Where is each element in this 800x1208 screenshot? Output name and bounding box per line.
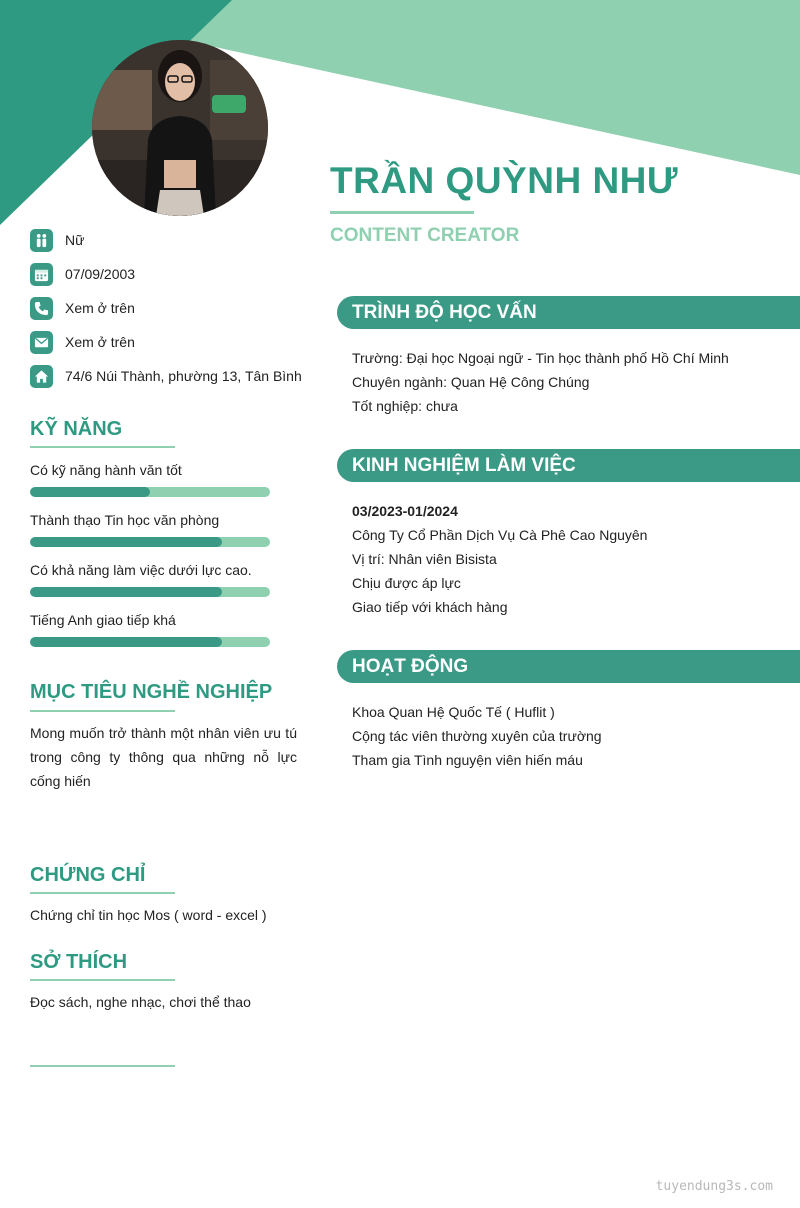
- candidate-name: TRẦN QUỲNH NHƯ: [330, 160, 679, 201]
- avatar: [92, 40, 268, 216]
- activities-band: [337, 650, 800, 683]
- contact-phone: [30, 291, 320, 325]
- name-underline: [330, 211, 474, 214]
- gender-text: Nữ: [65, 232, 85, 248]
- hobbies-underline: [30, 979, 175, 981]
- experience-duty: Chịu được áp lực: [352, 575, 461, 591]
- skill-bar: [30, 537, 270, 547]
- skill-bar: [30, 487, 270, 497]
- skills-heading: KỸ NĂNG: [30, 418, 123, 440]
- home-icon: [30, 365, 53, 388]
- education-graduation: Tốt nghiệp: chưa: [352, 398, 458, 414]
- certificates-underline: [30, 892, 175, 894]
- email-text: Xem ở trên: [65, 334, 135, 350]
- skill-item: [30, 460, 270, 510]
- contact-list: [30, 223, 320, 393]
- activity-item: Cộng tác viên thường xuyên của trường: [352, 728, 602, 744]
- address-text: 74/6 Núi Thành, phường 13, Tân Bình: [65, 368, 302, 384]
- watermark: tuyendung3s.com: [655, 1179, 773, 1194]
- skill-label: Có kỹ năng hành văn tốt: [30, 462, 182, 478]
- experience-details: [352, 501, 647, 621]
- activities-details: [352, 702, 602, 774]
- skill-item: [30, 610, 270, 660]
- skill-item: [30, 510, 270, 560]
- education-heading: TRÌNH ĐỘ HỌC VẤN: [352, 302, 537, 323]
- skill-item: [30, 560, 270, 610]
- section-divider: [30, 1065, 175, 1067]
- education-band: [337, 296, 800, 329]
- education-school: Trường: Đại học Ngoại ngữ - Tin học thành phố Hồ Chí Minh: [352, 350, 729, 366]
- skills-underline: [30, 446, 175, 448]
- skill-bar-fill: [30, 487, 150, 497]
- education-major: Chuyên ngành: Quan Hệ Công Chúng: [352, 374, 590, 390]
- experience-position: Vị trí: Nhân viên Bisista: [352, 551, 497, 567]
- contact-email: [30, 325, 320, 359]
- phone-text: Xem ở trên: [65, 300, 135, 316]
- skill-label: Có khả năng làm việc dưới lực cao.: [30, 562, 252, 578]
- contact-gender: [30, 223, 320, 257]
- skill-label: Thành thạo Tin học văn phòng: [30, 512, 220, 528]
- mail-icon: [30, 331, 53, 354]
- skill-bar: [30, 587, 270, 597]
- experience-period: 03/2023-01/2024: [352, 503, 458, 519]
- contact-birthday: [30, 257, 320, 291]
- skill-bar-fill: [30, 587, 222, 597]
- skill-bar-fill: [30, 537, 222, 547]
- calendar-icon: [30, 263, 53, 286]
- hobbies-heading: SỞ THÍCH: [30, 951, 128, 973]
- experience-heading: KINH NGHIỆM LÀM VIỆC: [352, 455, 576, 476]
- experience-band: [337, 449, 800, 482]
- skills-list: [30, 460, 270, 660]
- activity-item: Tham gia Tình nguyện viên hiến máu: [352, 752, 583, 768]
- hobbies-text: Đọc sách, nghe nhạc, chơi thể thao: [30, 994, 251, 1010]
- skill-label: Tiếng Anh giao tiếp khá: [30, 612, 176, 628]
- certificates-text: Chứng chỉ tin học Mos ( word - excel ): [30, 907, 267, 923]
- contact-address: [30, 359, 320, 393]
- certificates-heading: CHỨNG CHỈ: [30, 864, 146, 886]
- gender-icon: [30, 229, 53, 252]
- skill-bar: [30, 637, 270, 647]
- skill-bar-fill: [30, 637, 222, 647]
- activities-heading: HOẠT ĐỘNG: [352, 656, 469, 677]
- phone-icon: [30, 297, 53, 320]
- experience-company: Công Ty Cổ Phần Dịch Vụ Cà Phê Cao Nguyên: [352, 527, 648, 543]
- objective-heading: MỤC TIÊU NGHỀ NGHIỆP: [30, 681, 273, 703]
- experience-duty: Giao tiếp với khách hàng: [352, 599, 508, 615]
- job-title: CONTENT CREATOR: [330, 225, 520, 246]
- objective-underline: [30, 710, 175, 712]
- birthday-text: 07/09/2003: [65, 266, 136, 282]
- education-details: [352, 348, 729, 420]
- objective-text: Mong muốn trở thành một nhân viên ưu tú trong công ty thông qua những nỗ lực cống hiến: [30, 725, 297, 789]
- activity-item: Khoa Quan Hệ Quốc Tế ( Huflit ): [352, 704, 555, 720]
